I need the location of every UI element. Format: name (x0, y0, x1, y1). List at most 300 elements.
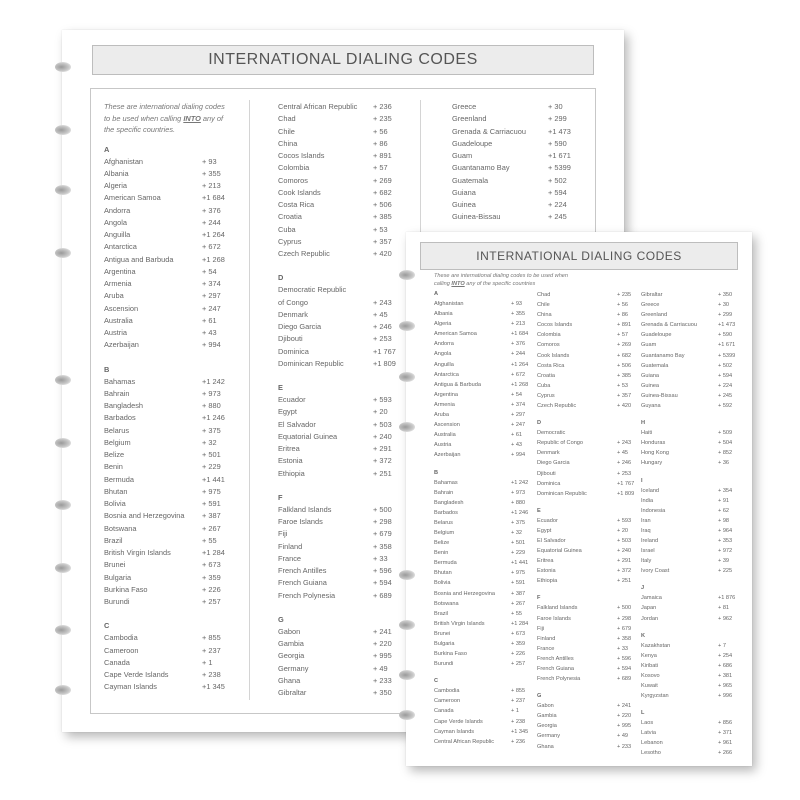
country-name: Cayman Islands (104, 682, 157, 692)
binder-hole-icon (399, 321, 415, 331)
dialing-code: + 229 (202, 462, 221, 472)
country-name: Azerbaijan (434, 452, 461, 459)
dialing-code: + 238 (511, 718, 526, 725)
country-row (104, 327, 242, 339)
dialing-code: + 245 (718, 392, 733, 399)
dialing-code: + 269 (373, 175, 392, 185)
country-row (537, 479, 635, 489)
dialing-code: + 509 (718, 430, 733, 437)
country-row (434, 339, 534, 349)
dialing-code: + 251 (373, 468, 392, 478)
dialing-code: + 372 (373, 456, 392, 466)
dialing-code: + 233 (373, 675, 392, 685)
country-row (104, 388, 242, 400)
country-row (104, 400, 242, 412)
country-row (641, 516, 741, 526)
country-name: Belgium (434, 529, 455, 536)
country-name: Republic of Congo (537, 440, 584, 447)
country-row (104, 486, 242, 498)
country-name: Bolivia (104, 499, 126, 508)
country-name: Faroe Islands (537, 615, 571, 622)
country-name: Antarctica (434, 371, 459, 378)
dialing-code: + 238 (202, 670, 221, 679)
dialing-code: + 502 (718, 362, 733, 369)
dialing-code: + 93 (202, 156, 217, 166)
country-name: Bahrain (434, 489, 454, 496)
country-row (278, 248, 414, 260)
country-name: Jamaica (641, 595, 662, 602)
dialing-code: +1 671 (548, 151, 571, 160)
country-row (278, 211, 414, 223)
country-name: Brunei (104, 560, 126, 570)
country-row (434, 609, 534, 619)
country-name: Chile (278, 126, 295, 136)
country-name: British Virgin Islands (104, 548, 171, 557)
dialing-code: + 359 (202, 572, 221, 582)
country-name: Bulgaria (434, 641, 455, 647)
country-name: Argentina (104, 266, 136, 276)
country-row (278, 577, 414, 589)
country-row (104, 254, 242, 266)
column-divider (249, 100, 250, 700)
dialing-code: + 33 (373, 553, 388, 563)
country-row (537, 428, 632, 438)
dialing-code: + 225 (718, 568, 733, 575)
country-name: Anguilla (434, 361, 454, 368)
country-row (537, 711, 632, 721)
dialing-code: + 53 (373, 224, 388, 234)
dialing-code: + 269 (617, 342, 632, 349)
country-name: Brunei (434, 630, 451, 637)
dialing-code: + 357 (373, 236, 392, 246)
dialing-code: + 375 (202, 425, 221, 435)
country-name: Angola (104, 217, 128, 227)
country-row (641, 381, 741, 391)
country-row (641, 428, 741, 438)
country-row (104, 229, 242, 241)
dialing-code: +1 268 (511, 381, 529, 388)
dialing-code: +1 473 (718, 322, 736, 329)
dialing-code: + 376 (202, 205, 221, 215)
country-row (278, 455, 414, 467)
dialing-code: + 385 (617, 372, 632, 379)
country-row (434, 498, 534, 508)
country-name: Estonia (278, 456, 303, 466)
country-row (434, 696, 534, 706)
country-name: French Guiana (537, 666, 575, 672)
country-row (641, 651, 741, 661)
dialing-code: + 55 (202, 535, 217, 545)
dialing-code: +1 684 (511, 331, 529, 338)
country-name: Costa Rica (278, 200, 315, 209)
country-row (537, 536, 632, 546)
country-name: French Polynesia (537, 676, 581, 683)
country-row (104, 205, 242, 217)
intro-text (104, 101, 242, 136)
country-row (278, 187, 414, 199)
dialing-code: + 267 (202, 523, 221, 533)
country-row (434, 568, 534, 578)
country-name: Andorra (104, 205, 131, 215)
country-name: Iraq (641, 527, 651, 534)
country-row (434, 488, 534, 498)
country-name: French Antilles (537, 655, 574, 662)
country-name: Ghana (278, 675, 301, 685)
dialing-code: +1 767 (373, 346, 396, 356)
intro-part: any of the specific countries (464, 280, 536, 287)
dialing-code: + 855 (511, 688, 526, 695)
country-name: Burkina Faso (104, 584, 148, 594)
section-letter: E (278, 383, 283, 392)
country-row (434, 639, 534, 649)
country-name: Egypt (537, 527, 552, 534)
dialing-code: + 596 (617, 655, 632, 662)
dialing-code: + 299 (548, 114, 567, 124)
country-name: Czech Republic (537, 403, 577, 410)
country-row (104, 156, 242, 168)
country-name: Haiti (641, 430, 653, 437)
column-3 (452, 101, 590, 224)
dialing-code: + 593 (373, 395, 392, 404)
country-name: Andorra (434, 341, 454, 348)
country-row (278, 162, 414, 174)
country-row (278, 663, 414, 675)
country-row (104, 425, 242, 437)
country-row (278, 650, 414, 662)
country-name: Georgia (537, 723, 557, 730)
country-name: Germany (537, 733, 561, 740)
country-row (104, 192, 242, 204)
country-row (278, 236, 414, 248)
country-name: Guadeloupe (452, 138, 493, 148)
country-row (537, 664, 632, 674)
country-name: Greece (452, 102, 477, 111)
dialing-code: + 236 (511, 738, 526, 745)
country-row (434, 430, 534, 440)
country-row (104, 559, 242, 571)
country-row (434, 629, 534, 639)
country-name: Bosnia and Herzegovina (104, 511, 185, 521)
country-row (434, 410, 534, 420)
section-letter: D (537, 420, 542, 427)
page-title: INTERNATIONAL DIALING CODES (420, 242, 738, 270)
dialing-code: + 247 (202, 303, 221, 313)
dialing-code: + 506 (373, 200, 392, 209)
dialing-code: + 245 (548, 212, 567, 222)
country-name: Guinea-Bissau (641, 392, 678, 399)
section-letter: B (434, 469, 439, 476)
country-name: Laos (641, 720, 654, 727)
country-row (641, 641, 741, 651)
country-row (641, 351, 741, 361)
intro-part: any of (200, 113, 224, 123)
country-row (641, 728, 741, 738)
country-name: Gambia (278, 639, 304, 648)
section-letter: D (278, 273, 284, 283)
country-name: Angola (434, 351, 452, 358)
dialing-code: + 49 (373, 663, 388, 673)
country-row (641, 536, 741, 546)
country-name: Kenya (641, 652, 657, 659)
dialing-code: + 235 (373, 114, 392, 124)
country-row (104, 632, 242, 644)
dialing-code: +1 268 (202, 254, 225, 264)
dialing-code: + 591 (202, 499, 221, 508)
country-row (537, 351, 632, 361)
section-letter: C (104, 621, 110, 631)
country-name: Bermuda (434, 560, 457, 567)
dialing-code: + 236 (373, 102, 392, 111)
dialing-code: + 995 (373, 651, 392, 661)
country-name: Hong Kong (641, 450, 669, 457)
dialing-code: + 86 (617, 312, 629, 319)
country-name: French Guiana (278, 578, 327, 588)
dialing-code: + 591 (511, 580, 526, 587)
country-row (452, 211, 590, 223)
country-row (278, 504, 414, 516)
dialing-code: + 49 (617, 733, 629, 740)
country-name: Bangladesh (104, 401, 144, 410)
country-row (278, 516, 414, 528)
country-name: Ethiopia (278, 468, 305, 478)
dialing-code: + 501 (202, 450, 221, 459)
country-name: Afghanistan (434, 301, 464, 307)
country-name: Cayman Islands (434, 728, 475, 735)
country-row (641, 361, 741, 371)
country-row (641, 546, 741, 556)
dialing-code: + 86 (373, 138, 388, 148)
country-row (278, 150, 414, 162)
country-row (537, 310, 632, 320)
country-name: Bahamas (104, 376, 136, 386)
country-name: Algeria (104, 181, 128, 190)
country-row (641, 438, 741, 448)
country-name: Estonia (537, 568, 556, 575)
country-row (641, 340, 741, 350)
country-row (537, 546, 632, 556)
dialing-code: + 354 (718, 487, 733, 494)
country-row (434, 548, 534, 558)
dialing-code: +1 441 (511, 560, 529, 567)
country-row (104, 657, 242, 669)
country-row (434, 380, 534, 390)
dialing-code: +1 284 (202, 548, 225, 557)
country-row (434, 349, 534, 359)
dialing-code: + 56 (617, 302, 629, 309)
dialing-code: + 689 (373, 590, 392, 600)
dialing-code: + 855 (202, 633, 221, 643)
country-row (434, 329, 534, 339)
country-name: Gabon (537, 703, 554, 710)
dialing-code: + 257 (511, 661, 526, 668)
country-row (641, 738, 741, 748)
country-name: Cook Islands (278, 187, 321, 197)
dialing-code: + 682 (373, 187, 392, 197)
dialing-code: + 291 (617, 558, 632, 565)
country-row (278, 590, 414, 602)
dialing-code: +1 284 (511, 620, 529, 627)
section-letter: F (278, 492, 283, 502)
column-1 (434, 290, 534, 747)
country-row (278, 528, 414, 540)
country-name: Jordan (641, 615, 659, 622)
country-name: Dominican Republic (278, 358, 344, 368)
country-row (278, 431, 414, 443)
country-name: Gibraltar (278, 688, 307, 697)
country-name: Israel (641, 548, 655, 555)
country-name: Kuwait (641, 683, 658, 689)
country-name: Guatemala (641, 362, 669, 369)
dialing-code: +1 684 (202, 193, 225, 203)
country-name: Armenia (434, 401, 455, 408)
dialing-code: +1 246 (511, 509, 529, 516)
column-1 (104, 101, 242, 694)
dialing-code: + 297 (511, 412, 526, 419)
dialing-code: + 226 (511, 651, 526, 658)
dialing-code: + 39 (718, 558, 730, 565)
country-row (537, 371, 632, 381)
binder-hole-icon (399, 422, 415, 432)
dialing-code: + 420 (373, 249, 392, 258)
country-row (452, 126, 590, 138)
country-name: Anguilla (104, 230, 131, 239)
dialing-code: + 1 (202, 657, 213, 667)
column-3 (641, 290, 741, 759)
country-name: Afghanistan (104, 156, 144, 166)
country-name: Burkina Faso (434, 651, 467, 658)
country-name: Burundi (434, 661, 454, 668)
dialing-code: + 54 (202, 266, 217, 276)
dialing-code: + 381 (718, 672, 733, 679)
country-name: Colombia (537, 332, 561, 339)
dialing-code: +1 264 (202, 230, 225, 239)
country-row (452, 175, 590, 187)
country-name: Greenland (452, 114, 487, 124)
dialing-code: + 5399 (718, 352, 736, 359)
country-name: Fiji (537, 625, 545, 632)
dialing-code: + 213 (511, 321, 526, 328)
country-row (434, 659, 534, 669)
country-name: French Polynesia (278, 590, 336, 600)
country-row (278, 113, 414, 125)
country-name: Antigua & Barbuda (434, 381, 481, 388)
dialing-code: + 32 (511, 529, 523, 536)
country-name: Belgium (104, 437, 131, 447)
section-letter: F (537, 595, 541, 602)
dialing-code: + 594 (617, 666, 632, 672)
country-name: British Virgin Islands (434, 620, 485, 627)
country-row (434, 508, 534, 518)
country-row (537, 361, 632, 371)
dialing-code: + 244 (511, 351, 526, 358)
dialing-code: + 502 (548, 175, 567, 185)
binder-hole-icon (399, 570, 415, 580)
country-name: Cameroon (104, 645, 139, 655)
country-name: Djibouti (278, 334, 303, 344)
country-row (104, 278, 242, 290)
country-row (104, 315, 242, 327)
dialing-code: + 672 (511, 371, 526, 378)
country-name: Benin (104, 462, 123, 472)
dialing-code: + 594 (548, 187, 567, 197)
intro-block (434, 273, 734, 288)
country-name: Kiribati (641, 662, 659, 669)
country-name: Czech Republic (278, 249, 330, 258)
country-row (278, 553, 414, 565)
country-row (452, 162, 590, 174)
country-name: Brazil (104, 535, 123, 545)
country-name: Guinea (452, 200, 476, 209)
intro-line (434, 281, 734, 289)
country-name: Latvia (641, 730, 656, 737)
country-row (278, 468, 414, 480)
country-name: Ireland (641, 537, 659, 544)
country-name: Colombia (278, 163, 310, 173)
country-row (104, 523, 242, 535)
binder-hole-icon (55, 248, 71, 258)
country-name: Guatemala (452, 175, 489, 185)
binder-hole-icon (55, 185, 71, 195)
dialing-code: + 880 (202, 401, 221, 410)
section-letter: K (641, 632, 646, 639)
country-name: Guiana (452, 187, 476, 197)
country-name: Aruba (104, 291, 124, 301)
country-row (537, 330, 632, 340)
country-row (641, 300, 741, 310)
section-letter: G (278, 614, 284, 624)
country-row (537, 731, 632, 741)
dialing-code: + 357 (617, 392, 632, 399)
country-row (641, 496, 741, 506)
country-name: Algeria (434, 321, 452, 328)
dialing-code: + 241 (617, 703, 632, 710)
intro-line: the specific countries. (104, 125, 176, 134)
country-name: Djibouti (537, 470, 556, 477)
country-row (278, 297, 414, 309)
country-row (641, 566, 741, 576)
dialing-code: + 679 (617, 625, 632, 632)
dialing-code: + 387 (202, 511, 221, 521)
country-name: Kazakhstan (641, 642, 671, 649)
dialing-code: + 243 (617, 440, 632, 447)
dialing-code: + 387 (511, 590, 526, 597)
country-name: French Antilles (278, 566, 327, 575)
intro-line: These are international dialing codes to be used when (434, 273, 569, 279)
country-row (104, 180, 242, 192)
country-row (434, 518, 534, 528)
dialing-code: + 594 (718, 372, 733, 379)
dialing-code: +1 767 (617, 480, 635, 487)
country-row (104, 510, 242, 522)
dialing-code: + 353 (718, 537, 733, 544)
country-row (278, 175, 414, 187)
country-name: Cyprus (537, 392, 555, 399)
country-name: Cuba (278, 224, 296, 234)
dialing-code: +1 876 (718, 595, 736, 602)
dialing-code: + 359 (511, 641, 526, 647)
country-name: Aruba (434, 412, 449, 419)
country-name: Central African Republic (278, 102, 358, 111)
country-name: Gabon (278, 626, 301, 636)
country-name: Bhutan (104, 486, 128, 496)
country-row (104, 376, 242, 388)
binder-hole-icon (55, 438, 71, 448)
country-row (278, 101, 414, 113)
dialing-code: +1 441 (202, 474, 225, 484)
country-row (278, 565, 414, 577)
country-row (434, 319, 534, 329)
country-row (537, 391, 632, 401)
